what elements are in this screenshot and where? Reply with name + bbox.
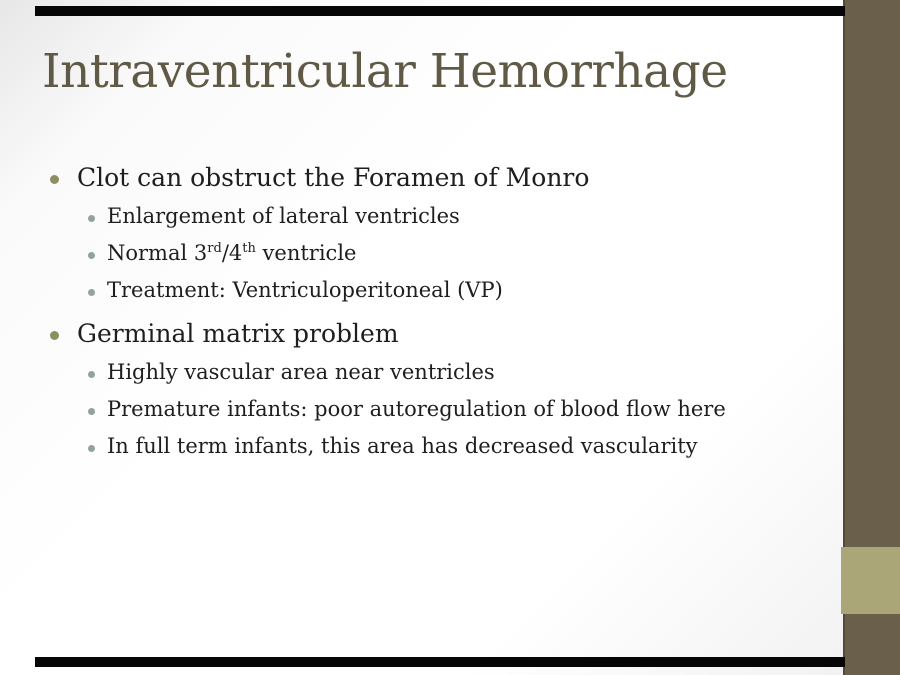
list-item-text: Normal 3rd/4th ventricle: [107, 241, 357, 265]
list-item: [42, 391, 802, 428]
list-item-text: Enlargement of lateral ventricles: [107, 204, 460, 228]
slide-title: Intraventricular Hemorrhage: [42, 44, 728, 99]
letterbox-bottom-bar: [35, 657, 845, 667]
bullet-icon: [50, 331, 59, 340]
list-item: [42, 354, 802, 391]
list-item: [42, 198, 802, 235]
bullet-list: [42, 158, 802, 465]
list-item-text: Premature infants: poor autoregulation of blood flow here: [107, 397, 726, 421]
bullet-icon: [88, 371, 95, 378]
list-item-text: In full term infants, this area has decreased vascularity: [107, 434, 698, 458]
letterbox-top-bar: [35, 6, 845, 16]
bullet-icon: [88, 289, 95, 296]
list-item-text: Germinal matrix problem: [77, 319, 399, 348]
bullet-icon: [88, 445, 95, 452]
list-item: [42, 314, 802, 354]
list-item: [42, 158, 802, 198]
bullet-icon: [88, 215, 95, 222]
list-item-text: Highly vascular area near ventricles: [107, 360, 495, 384]
bullet-icon: [88, 252, 95, 259]
list-item-text: Treatment: Ventriculoperitoneal (VP): [107, 278, 503, 302]
side-accent-strip: [841, 547, 900, 614]
bullet-icon: [88, 408, 95, 415]
bullet-icon: [50, 175, 59, 184]
list-item: [42, 272, 802, 309]
list-item: [42, 235, 802, 272]
list-item-text: Clot can obstruct the Foramen of Monro: [77, 163, 590, 192]
list-item: [42, 428, 802, 465]
